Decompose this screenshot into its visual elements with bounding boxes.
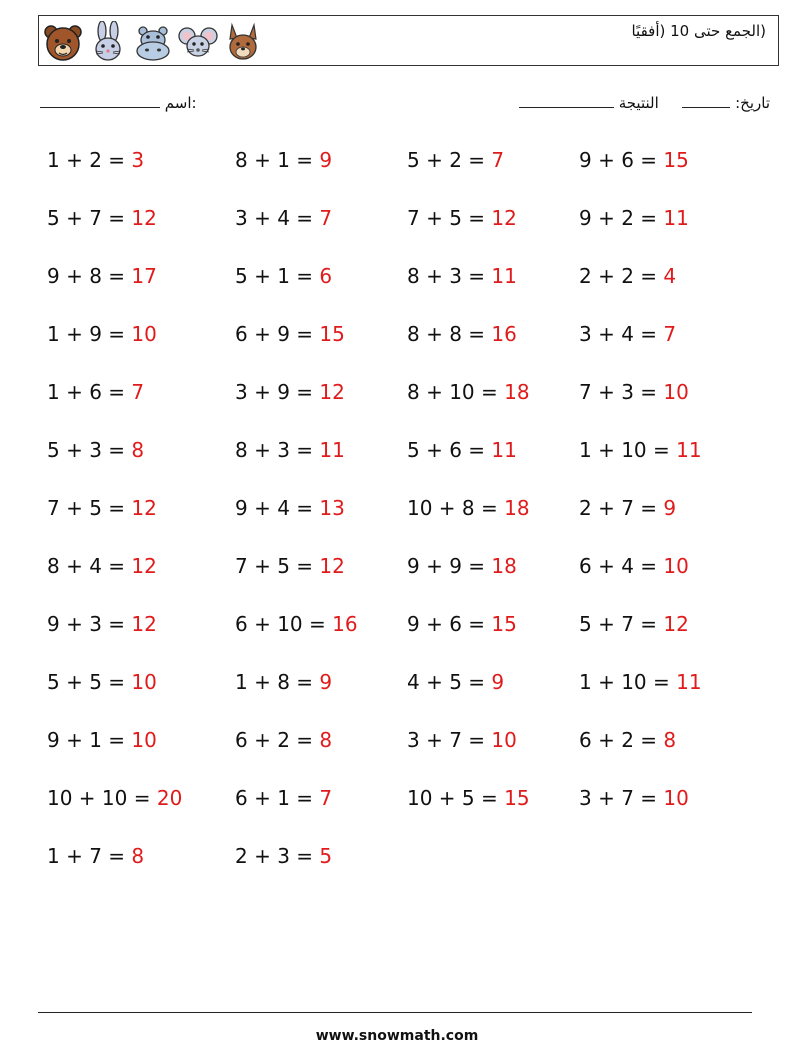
problem-expression: 6 + 2 = (579, 728, 664, 752)
addition-problem (235, 844, 332, 868)
problem-answer: 8 (319, 728, 333, 752)
problem-expression: 9 + 6 = (407, 612, 492, 636)
addition-problem (47, 670, 157, 694)
hippo-icon (132, 21, 174, 63)
problem-answer: 7 (663, 322, 677, 346)
addition-problem (235, 380, 345, 404)
problem-expression: 9 + 3 = (47, 612, 132, 636)
problem-expression: 7 + 5 = (407, 206, 492, 230)
problem-expression: 1 + 10 = (579, 670, 677, 694)
problem-expression: 8 + 3 = (407, 264, 492, 288)
problem-expression: 2 + 2 = (579, 264, 664, 288)
problem-answer: 15 (663, 148, 689, 172)
addition-problem (235, 264, 332, 288)
addition-problem (407, 264, 517, 288)
problem-answer: 9 (663, 496, 677, 520)
problem-expression: 8 + 10 = (407, 380, 505, 404)
problem-expression: 9 + 8 = (47, 264, 132, 288)
problem-expression: 9 + 2 = (579, 206, 664, 230)
date-score-fields (519, 93, 770, 112)
problem-expression: 10 + 10 = (47, 786, 157, 810)
addition-problem (47, 380, 144, 404)
problem-expression: 6 + 4 = (579, 554, 664, 578)
worksheet-title: (الجمع حتى 10 (أفقيًا (631, 22, 766, 40)
problem-expression: 1 + 6 = (47, 380, 132, 404)
addition-problem (235, 148, 332, 172)
addition-problem (579, 148, 689, 172)
problem-expression: 7 + 3 = (579, 380, 664, 404)
problem-expression: 9 + 1 = (47, 728, 132, 752)
problem-expression: 4 + 5 = (407, 670, 492, 694)
problem-answer: 10 (663, 380, 689, 404)
problem-expression: 8 + 1 = (235, 148, 320, 172)
problem-answer: 15 (319, 322, 345, 346)
addition-problem (235, 206, 332, 230)
problem-expression: 3 + 9 = (235, 380, 320, 404)
problem-answer: 16 (491, 322, 517, 346)
addition-problem (579, 206, 689, 230)
problem-answer: 10 (663, 554, 689, 578)
addition-problem (407, 670, 504, 694)
problem-expression: 3 + 7 = (579, 786, 664, 810)
addition-problem (579, 438, 702, 462)
rabbit-icon (87, 21, 129, 63)
name-label: اسم: (164, 94, 197, 112)
problem-answer: 12 (131, 554, 157, 578)
addition-problem (47, 206, 157, 230)
problem-answer: 7 (319, 786, 333, 810)
addition-problem (407, 438, 517, 462)
worksheet-header (38, 15, 779, 66)
problem-answer: 6 (319, 264, 333, 288)
problem-expression: 2 + 3 = (235, 844, 320, 868)
mouse-icon (177, 21, 219, 63)
problem-answer: 16 (332, 612, 358, 636)
addition-problem (47, 148, 144, 172)
addition-problem (579, 380, 689, 404)
problem-expression: 8 + 3 = (235, 438, 320, 462)
problem-expression: 7 + 5 = (235, 554, 320, 578)
addition-problem (407, 612, 517, 636)
problem-answer: 18 (491, 554, 517, 578)
addition-problem (47, 496, 157, 520)
addition-problem (47, 438, 144, 462)
problem-answer: 10 (491, 728, 517, 752)
problem-expression: 1 + 9 = (47, 322, 132, 346)
problem-answer: 8 (131, 438, 145, 462)
problem-answer: 7 (131, 380, 145, 404)
addition-problem (579, 322, 676, 346)
addition-problem (407, 148, 504, 172)
addition-problem (579, 554, 689, 578)
addition-problem (47, 264, 157, 288)
problem-answer: 9 (319, 148, 333, 172)
problem-answer: 10 (663, 786, 689, 810)
problem-expression: 10 + 8 = (407, 496, 505, 520)
problem-expression: 3 + 7 = (407, 728, 492, 752)
problem-answer: 15 (504, 786, 530, 810)
addition-problem (579, 670, 702, 694)
name-field[interactable] (40, 93, 197, 112)
problem-answer: 4 (663, 264, 677, 288)
problem-expression: 5 + 5 = (47, 670, 132, 694)
problem-answer: 9 (491, 670, 505, 694)
score-blank[interactable] (519, 93, 614, 108)
score-label: النتيجة (618, 94, 659, 112)
animal-icons (42, 21, 264, 63)
addition-problem (407, 322, 517, 346)
problem-answer: 12 (319, 554, 345, 578)
bear-icon (42, 21, 84, 63)
addition-problem (235, 612, 358, 636)
addition-problem (579, 264, 676, 288)
addition-problem (47, 786, 182, 810)
addition-problem (235, 670, 332, 694)
fox-icon (222, 21, 264, 63)
problem-answer: 10 (131, 670, 157, 694)
addition-problem (407, 206, 517, 230)
footer-site: www.snowmath.com (315, 1028, 479, 1044)
problem-expression: 7 + 5 = (47, 496, 132, 520)
problem-expression: 6 + 2 = (235, 728, 320, 752)
addition-problem (407, 728, 517, 752)
problem-answer: 11 (663, 206, 689, 230)
footer-divider (38, 1012, 752, 1013)
problem-expression: 6 + 1 = (235, 786, 320, 810)
problem-expression: 5 + 3 = (47, 438, 132, 462)
addition-problem (47, 322, 157, 346)
problem-expression: 5 + 7 = (47, 206, 132, 230)
problem-answer: 11 (491, 438, 517, 462)
addition-problem (47, 728, 157, 752)
problem-expression: 3 + 4 = (579, 322, 664, 346)
problem-expression: 1 + 7 = (47, 844, 132, 868)
addition-problem (235, 554, 345, 578)
problem-answer: 7 (491, 148, 505, 172)
date-label: تاريخ: (735, 94, 770, 112)
addition-problem (407, 786, 530, 810)
addition-problem (47, 612, 157, 636)
problem-expression: 5 + 6 = (407, 438, 492, 462)
addition-problem (47, 844, 144, 868)
addition-problem (407, 380, 530, 404)
problem-expression: 6 + 10 = (235, 612, 333, 636)
addition-problem (407, 496, 530, 520)
addition-problem (579, 728, 676, 752)
addition-problem (579, 612, 689, 636)
problem-answer: 12 (663, 612, 689, 636)
problem-answer: 11 (676, 670, 702, 694)
problem-answer: 11 (319, 438, 345, 462)
name-blank[interactable] (40, 93, 160, 108)
addition-problem (407, 554, 517, 578)
addition-problem (235, 728, 332, 752)
problem-expression: 8 + 4 = (47, 554, 132, 578)
problem-expression: 5 + 1 = (235, 264, 320, 288)
addition-problem (235, 786, 332, 810)
problem-answer: 8 (131, 844, 145, 868)
problem-expression: 1 + 8 = (235, 670, 320, 694)
problem-expression: 5 + 7 = (579, 612, 664, 636)
problem-answer: 15 (491, 612, 517, 636)
problem-expression: 9 + 4 = (235, 496, 320, 520)
addition-problem (235, 322, 345, 346)
problem-answer: 11 (676, 438, 702, 462)
addition-problem (47, 554, 157, 578)
problem-expression: 1 + 10 = (579, 438, 677, 462)
problem-answer: 12 (491, 206, 517, 230)
problem-expression: 1 + 2 = (47, 148, 132, 172)
problem-answer: 10 (131, 322, 157, 346)
problem-expression: 5 + 2 = (407, 148, 492, 172)
problem-answer: 18 (504, 496, 530, 520)
addition-problem (579, 496, 676, 520)
problem-expression: 8 + 8 = (407, 322, 492, 346)
problem-answer: 12 (131, 612, 157, 636)
date-blank[interactable] (682, 93, 730, 108)
problem-answer: 12 (131, 496, 157, 520)
problem-expression: 9 + 6 = (579, 148, 664, 172)
addition-problem (235, 496, 345, 520)
problem-expression: 10 + 5 = (407, 786, 505, 810)
problem-answer: 13 (319, 496, 345, 520)
problem-answer: 7 (319, 206, 333, 230)
addition-problem (235, 438, 345, 462)
problem-answer: 20 (156, 786, 183, 810)
problem-answer: 9 (319, 670, 333, 694)
problem-expression: 3 + 4 = (235, 206, 320, 230)
problem-answer: 8 (663, 728, 677, 752)
problem-answer: 11 (491, 264, 517, 288)
problem-answer: 12 (319, 380, 345, 404)
problem-expression: 9 + 9 = (407, 554, 492, 578)
problem-expression: 2 + 7 = (579, 496, 664, 520)
addition-problem (579, 786, 689, 810)
problem-answer: 12 (131, 206, 157, 230)
problem-answer: 18 (504, 380, 530, 404)
problem-answer: 17 (131, 264, 157, 288)
problem-answer: 10 (131, 728, 157, 752)
problem-expression: 6 + 9 = (235, 322, 320, 346)
problem-answer: 5 (319, 844, 333, 868)
problem-answer: 3 (131, 148, 145, 172)
